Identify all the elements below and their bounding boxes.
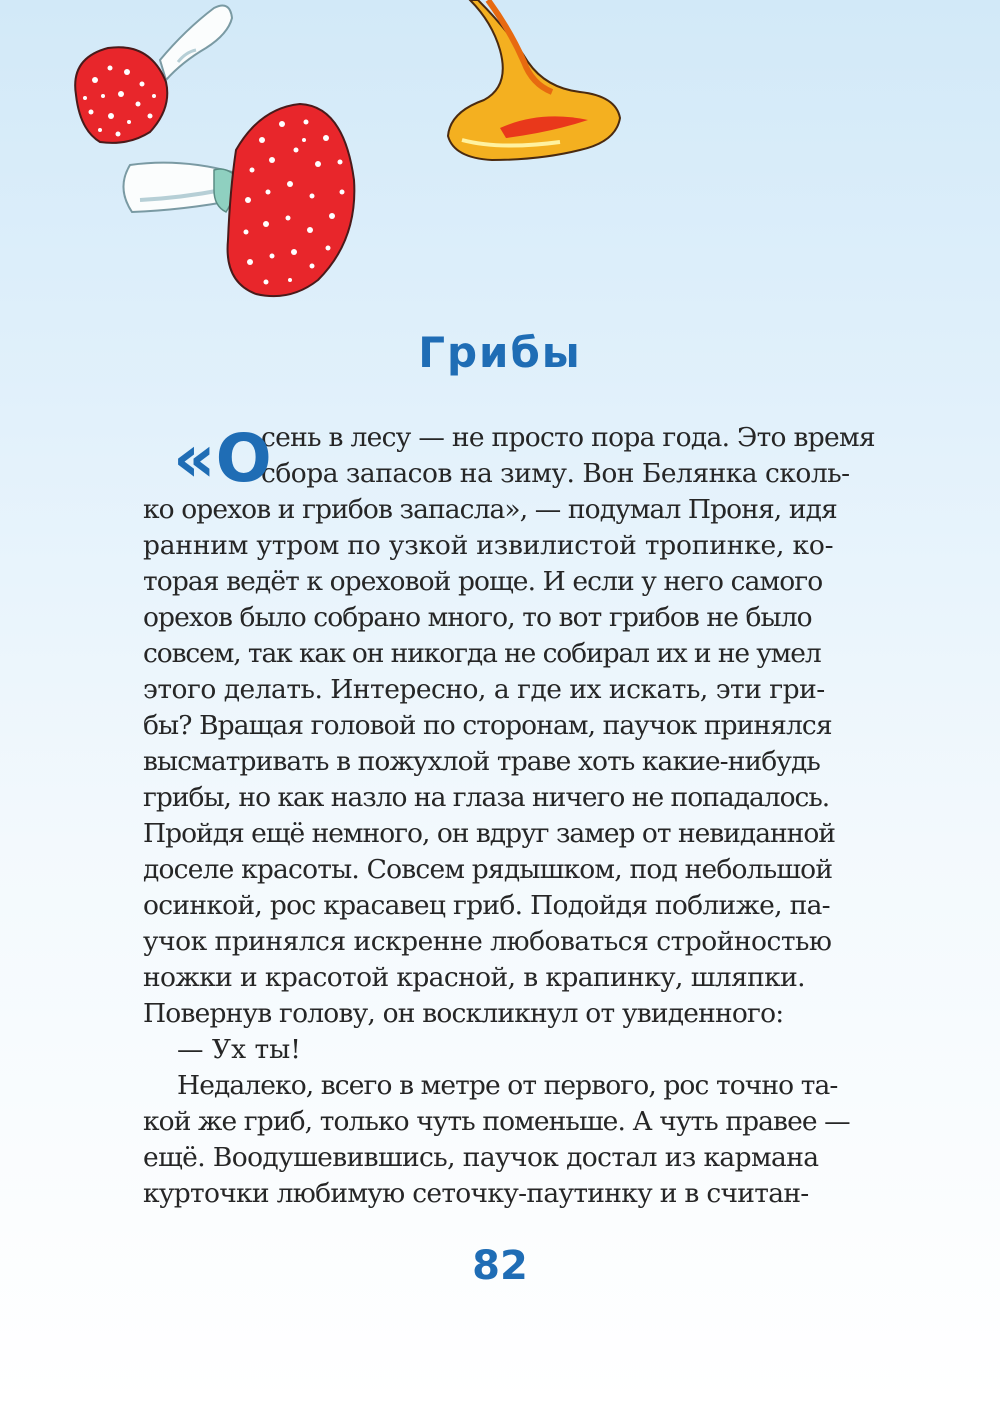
text-line: сень в лесу — не просто пора года. Это время (261, 422, 875, 453)
text-line: кой же гриб, только чуть поменьше. А чуть правее — (143, 1106, 850, 1137)
page-number: 82 (472, 1243, 528, 1289)
text-line: Повернув голову, он воскликнул от увиденного: (143, 998, 784, 1029)
text-line: совсем, так как он никогда не собирал их и не умел (143, 638, 821, 669)
chanterelle-icon (448, 0, 620, 160)
text-line: ещё. Воодушевившись, паучок достал из кармана (143, 1142, 819, 1173)
text-line: Недалеко, всего в метре от первого, рос точно та- (177, 1070, 838, 1101)
text-line: торая ведёт к ореховой роще. И если у него самого (143, 566, 823, 597)
story-text (143, 420, 881, 1212)
text-line: ножки и красотой красной, в крапинку, шляпки. (143, 962, 806, 993)
text-line: сбора запасов на зиму. Вон Белянка сколь- (261, 458, 850, 489)
text-line: высматривать в пожухлой траве хоть какие-нибудь (143, 746, 820, 777)
text-line: грибы, но как назло на глаза ничего не попадалось. (143, 782, 830, 813)
text-line: Пройдя ещё немного, он вдруг замер от невиданной (143, 818, 835, 849)
text-line: учок принялся искренне любоваться стройностью (143, 926, 832, 957)
text-line: — Ух ты! (177, 1034, 301, 1065)
large-fly-agaric-icon (123, 104, 354, 296)
text-line: орехов было собрано много, то вот грибов не было (143, 602, 812, 633)
text-line: ранним утром по узкой извилистой тропинке, ко- (143, 530, 834, 561)
text-line: осинкой, рос красавец гриб. Подойдя поближе, па- (143, 890, 830, 921)
drop-cap: «О (173, 420, 272, 497)
text-line: доселе красоты. Совсем рядышком, под небольшой (143, 854, 833, 885)
text-line: этого делать. Интересно, а где их искать, эти гри- (143, 674, 825, 705)
mushrooms-illustration (0, 0, 1000, 320)
text-line: бы? Вращая головой по сторонам, паучок принялся (143, 710, 832, 741)
text-line: курточки любимую сеточку-паутинку и в считан- (143, 1178, 809, 1209)
chapter-title: Грибы (418, 328, 582, 377)
text-line: ко орехов и грибов запасла», — подумал Проня, идя (143, 494, 837, 525)
small-fly-agaric-icon (75, 6, 232, 143)
